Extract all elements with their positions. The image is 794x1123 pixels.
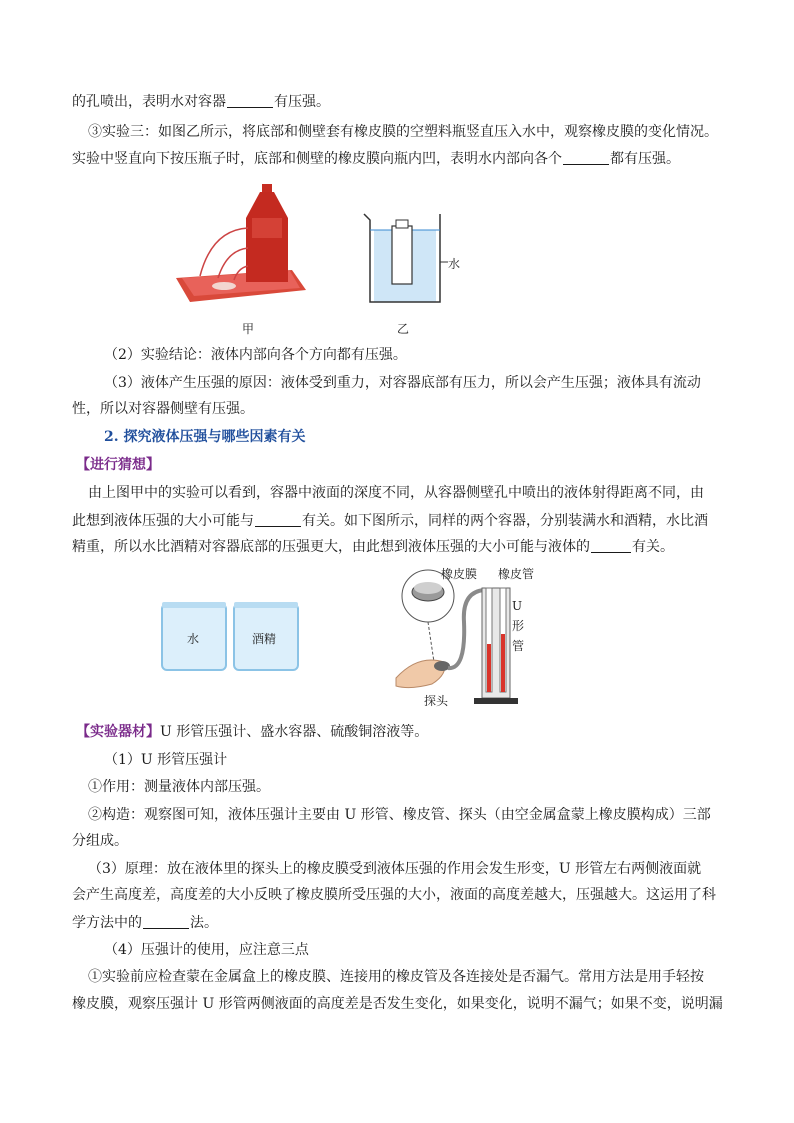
- magnifier-leader: [428, 622, 434, 662]
- text: 精重，所以水比酒精对容器底部的压强更大，由此想到液体压强的大小可能与液体的: [72, 539, 590, 555]
- fill-blank: [143, 914, 189, 929]
- text: 的孔喷出，表明水对容器: [72, 94, 226, 110]
- paragraph-line: 性，所以对容器侧壁有压强。: [72, 401, 254, 417]
- text: 学方法中的: [72, 915, 142, 931]
- text: 实验中竖直向下按压瓶子时，底部和侧壁的橡皮膜向瓶内凹，表明水内部向各个: [72, 151, 562, 167]
- figure-bottle-jets: [172, 178, 308, 306]
- u-tube-label: U 形 管: [512, 599, 525, 653]
- caption-jia: 甲: [242, 322, 255, 336]
- beaker-alcohol-label: 酒精: [252, 632, 277, 646]
- rubber-film: [414, 582, 442, 594]
- section-tag: 【进行猜想】: [76, 457, 160, 473]
- text: 有关。如下图所示，同样的两个容器，分别装满水和酒精，水比酒: [302, 513, 708, 529]
- caption-yi: 乙: [397, 322, 410, 336]
- bottle-cap: [262, 184, 272, 192]
- paragraph-line: [72, 537, 732, 557]
- fill-blank: [227, 93, 273, 108]
- paragraph-line: （3）原理：放在液体里的探头上的橡皮膜受到液体压强的作用会发生形变，U 形管左右两侧液面就: [88, 861, 702, 877]
- paragraph-line: [72, 511, 732, 531]
- paragraph-line: ①实验前应检查蒙在金属盒上的橡皮膜、连接用的橡皮管及各连接处是否漏气。常用方法是用手轻按: [88, 969, 704, 985]
- left-liquid: [487, 644, 491, 692]
- plastic-bottle: [392, 226, 412, 284]
- section-tag: 【实验器材】: [76, 724, 160, 740]
- paragraph-line: （2）实验结论：液体内部向各个方向都有压强。: [104, 347, 407, 363]
- figure-two-beakers: [158, 598, 302, 674]
- paragraph-line: 由上图甲中的实验可以看到，容器中液面的深度不同，从容器侧壁孔中喷出的液体射得距离不同，由: [88, 485, 704, 501]
- paragraph-line: ①作用：测量液体内部压强。: [88, 779, 270, 795]
- fill-blank: [563, 150, 609, 165]
- text: 有压强。: [274, 94, 330, 110]
- paragraph-line: ③实验三：如图乙所示，将底部和侧壁套有橡皮膜的空塑料瓶竖直压入水中，观察橡皮膜的变化情况。: [88, 124, 718, 140]
- paragraph-line: 会产生高度差，高度差的大小反映了橡皮膜所受压强的大小，液面的高度差越大，压强越大。这运用了科: [72, 887, 716, 903]
- paragraph-line: 分组成。: [72, 833, 128, 849]
- section-heading: 2. 探究液体压强与哪些因素有关: [104, 429, 306, 445]
- rubber-film-label: 橡皮膜: [441, 567, 478, 581]
- beaker-rim: [162, 602, 226, 608]
- gauge-base: [474, 698, 518, 704]
- bottle-label: [252, 218, 282, 238]
- paragraph-line: （4）压强计的使用，应注意三点: [104, 942, 309, 958]
- rubber-tube-label: 橡皮管: [498, 567, 535, 581]
- probe-label: 探头: [424, 694, 449, 708]
- fill-blank: [255, 512, 301, 527]
- paragraph-line: [76, 722, 736, 742]
- right-liquid: [501, 634, 505, 692]
- text: 此想到液体压强的大小可能与: [72, 513, 254, 529]
- paragraph-line: [72, 913, 732, 933]
- beaker-water-label: 水: [187, 632, 200, 646]
- paragraph-line: （1）U 形管压强计: [104, 752, 228, 768]
- text: U 形管压强计、盛水容器、硫酸铜溶液等。: [160, 724, 429, 740]
- splash-mark: [212, 282, 236, 290]
- paragraph-line: 橡皮膜，观察压强计 U 形管两侧液面的高度差是否发生变化，如果变化，说明不漏气；如果不变，说明漏: [72, 996, 723, 1012]
- water-label: 水: [448, 257, 461, 271]
- bottle-neck: [396, 220, 408, 228]
- paragraph-line: [72, 92, 732, 112]
- text: 有关。: [632, 539, 674, 555]
- beaker-rim: [234, 602, 298, 608]
- paragraph-line: ②构造：观察图可知，液体压强计主要由 U 形管、橡皮管、探头（由空金属盒蒙上橡皮膜构成）三部: [88, 807, 711, 823]
- paragraph-line: [72, 149, 732, 169]
- paragraph-line: （3）液体产生压强的原因：液体受到重力，对容器底部有压力，所以会产生压强；液体具有流动: [104, 375, 701, 391]
- fill-blank: [591, 538, 631, 553]
- probe-head: [434, 661, 450, 671]
- text: 都有压强。: [610, 151, 680, 167]
- text: 法。: [190, 915, 218, 931]
